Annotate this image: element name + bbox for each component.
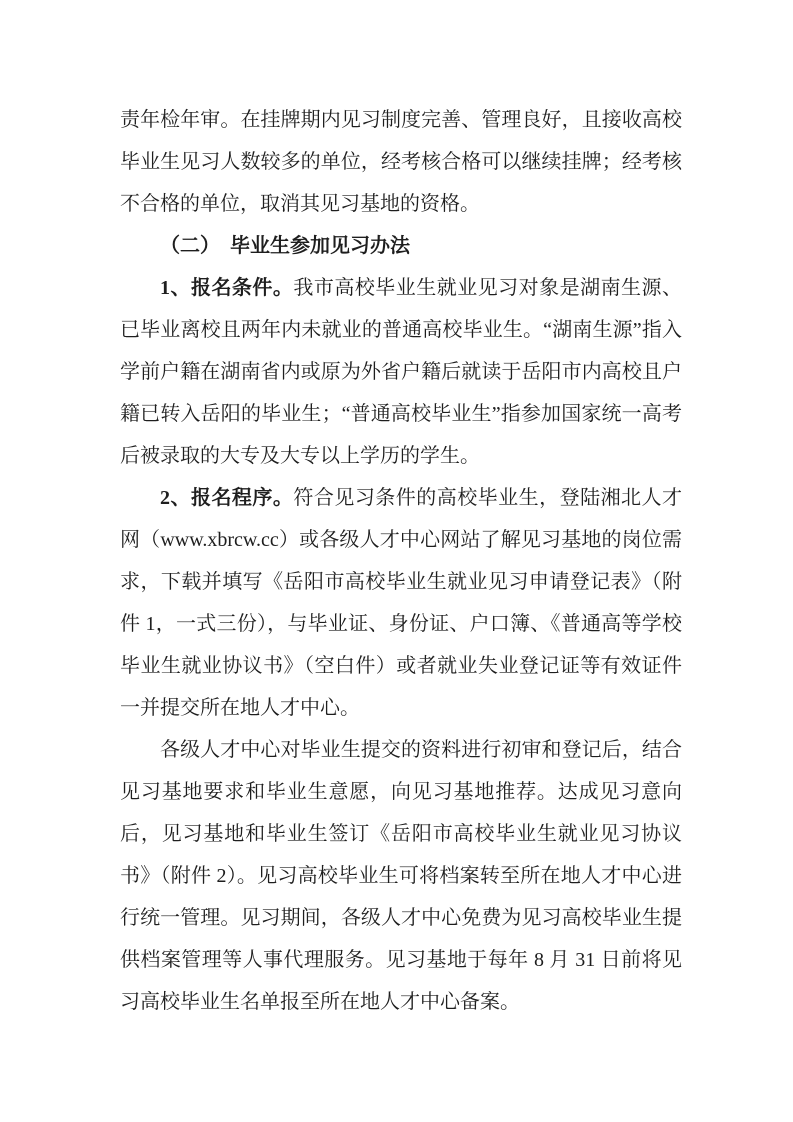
paragraph-text: 责年检年审。在挂牌期内见习制度完善、管理良好，且接收高校毕业生见习人数较多的单位，经考核合格可以继续挂牌；经考核不合格的单位，取消其见习基地的资格。 <box>120 109 682 215</box>
paragraph-text: 符合见习条件的高校毕业生，登陆湘北人才网（www.xbrcw.cc）或各级人才中心网站了解见习基地的岗位需求，下载并填写《岳阳市高校毕业生就业见习申请登记表》（附件 1，一式三份），与毕业证、身份证、户口簿、《普通高等学校毕业生就业协议书》（空白件）或者就业失业登记证等有效证件一并提交所在地人才中心。 <box>120 487 683 719</box>
paragraph-lead: 1、报名条件。 <box>160 277 294 299</box>
paragraph-text: 我市高校毕业生就业见习对象是湖南生源、已毕业离校且两年内未就业的普通高校毕业生。“湖南生源”指入学前户籍在湖南省内或原为外省户籍后就读于岳阳市内高校且户籍已转入岳阳的毕业生；“普通高校毕业生”指参加国家统一高考后被录取的大专及大专以上学历的学生。 <box>120 277 683 467</box>
section-heading: （二） 毕业生参加见习办法 <box>160 235 410 257</box>
paragraph-enrollment-procedure <box>120 477 682 729</box>
document-body <box>120 99 682 1023</box>
paragraph-enrollment-conditions <box>120 267 682 477</box>
paragraph-text: 各级人才中心对毕业生提交的资料进行初审和登记后，结合见习基地要求和毕业生意愿，向见习基地推荐。达成见习意向后，见习基地和毕业生签订《岳阳市高校毕业生就业见习协议书》（附件 2）。见习高校毕业生可将档案转至所在地人才中心进行统一管理。见习期间，各级人才中心免费为见习高校毕业生提供档案管理等人事代理服务。见习基地于每年 8 月 31 日前将见习高校毕业生名单报至所在地人才中心备案。 <box>120 739 682 1013</box>
paragraph-continuation <box>120 99 682 225</box>
paragraph-lead: 2、报名程序。 <box>160 487 294 509</box>
paragraph-recommendation-filing <box>120 729 682 1023</box>
